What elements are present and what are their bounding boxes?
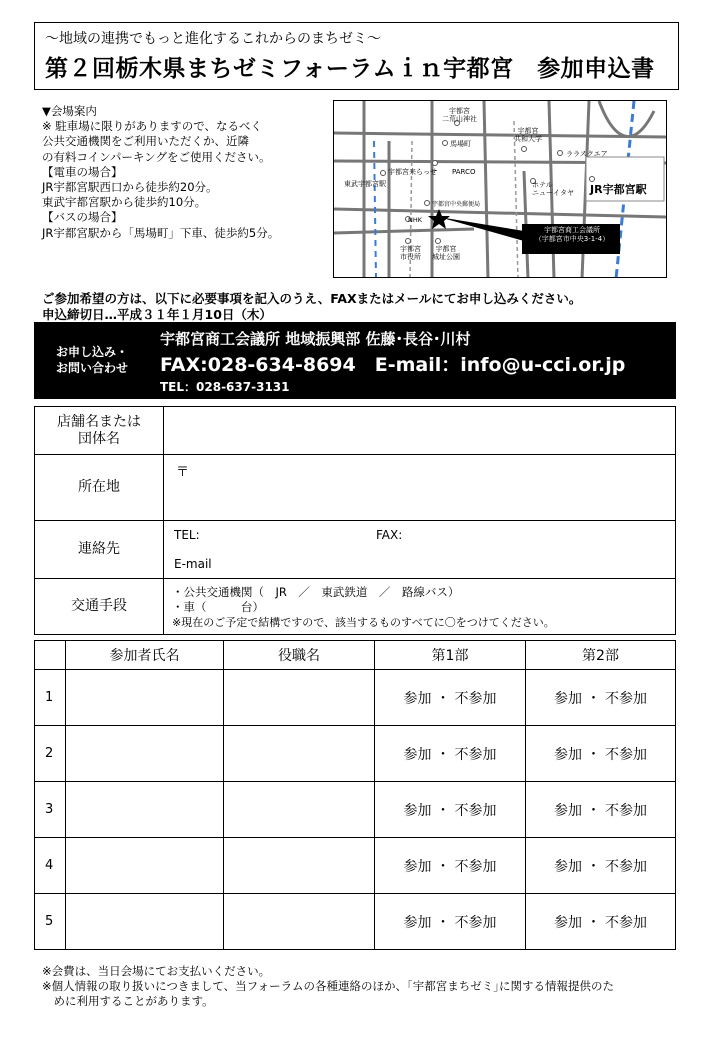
part1-attendance[interactable]: 参加 ・ 不参加	[375, 894, 526, 950]
map-label-babacho: 馬場町	[450, 140, 471, 148]
contact-fax-email: FAX:028-634-8694 E-mail：info@u-cci.or.jp	[160, 354, 626, 376]
table-row	[35, 670, 676, 726]
participant-name-field[interactable]	[66, 726, 224, 782]
email-label: E-mail	[174, 557, 212, 571]
store-label-line1: 店舗名または	[57, 413, 141, 430]
map-label-shrine: 宇都宮 二荒山神社	[442, 107, 477, 123]
participant-name-field[interactable]	[66, 894, 224, 950]
tel-label: TEL:	[174, 528, 200, 542]
map-label-raseu: 宇都宮来らっせ	[388, 168, 437, 176]
participant-name-field[interactable]	[66, 782, 224, 838]
position-field[interactable]	[224, 838, 375, 894]
table-row	[35, 782, 676, 838]
store-name-label	[35, 407, 164, 455]
part2-attendance[interactable]: 参加 ・ 不参加	[526, 782, 676, 838]
row-number: 1	[35, 670, 66, 726]
form-row-contact	[35, 521, 676, 579]
part2-attendance[interactable]: 参加 ・ 不参加	[526, 726, 676, 782]
map-label-cityhall: 宇都宮 市役所	[400, 245, 421, 261]
venue-info	[42, 104, 332, 241]
map-label-chamber: 宇都宮商工会議所 （宇都宮市中央3-1-4）	[534, 226, 610, 243]
postal-mark: 〒	[176, 465, 190, 480]
contact-label-line1: お申し込み・	[55, 345, 128, 359]
form-row-address	[35, 455, 676, 521]
header-number	[35, 641, 66, 670]
venue-info-line: JR宇都宮駅から「馬場町」下車、徒歩約5分。	[42, 225, 280, 240]
map-label-parco: PARCO	[452, 168, 476, 176]
map-label-hotel: ホテル ニューイタヤ	[532, 181, 574, 197]
part1-attendance[interactable]: 参加 ・ 不参加	[375, 670, 526, 726]
part1-attendance[interactable]: 参加 ・ 不参加	[375, 838, 526, 894]
map-label-tobu: 東武宇都宮駅	[344, 180, 386, 188]
contact-organization: 宇都宮商工会議所 地域振興部 佐藤･長谷･川村	[160, 330, 471, 348]
header-part2: 第2部	[526, 641, 676, 670]
map-label-park: 宇都宮 城址公園	[432, 245, 460, 261]
footnotes	[42, 964, 682, 1009]
form-row-store	[35, 407, 676, 455]
contact-info-label: 連絡先	[35, 521, 164, 579]
venue-info-line: 東武宇都宮駅から徒歩約10分。	[42, 195, 207, 210]
footnote-privacy-cont: めに利用することがあります。	[42, 994, 214, 1008]
address-field[interactable]	[164, 455, 676, 521]
position-field[interactable]	[224, 782, 375, 838]
header-position: 役職名	[224, 641, 375, 670]
row-number: 2	[35, 726, 66, 782]
map-label-nhk: NHK	[408, 216, 423, 224]
row-number: 5	[35, 894, 66, 950]
store-label-line2: 団体名	[78, 430, 120, 447]
venue-info-line: ※ 駐車場に限りがありますので、なるべく	[42, 119, 263, 134]
header-part1: 第1部	[375, 641, 526, 670]
header-participant-name: 参加者氏名	[66, 641, 224, 670]
part1-attendance[interactable]: 参加 ・ 不参加	[375, 726, 526, 782]
deadline-text: 申込締切日…平成３１年１月10日（木）	[42, 307, 272, 322]
footnote-privacy: ※個人情報の取り扱いにつきまして、当フォーラムの各種連絡のほか、｢宇都宮まちゼミ｣に関する情報提供のた	[42, 979, 614, 993]
row-number: 3	[35, 782, 66, 838]
venue-info-line: 【バスの場合】	[42, 210, 123, 225]
footnote-fee: ※会費は、当日会場にてお支払いください。	[42, 964, 271, 978]
map-label-jr: JR宇都宮駅	[590, 183, 647, 196]
venue-info-line: 公共交通機関をご利用いただくか、近隣	[42, 134, 249, 149]
map-label-laras: ララスクエア	[566, 150, 608, 158]
participant-header-row	[35, 641, 676, 670]
contact-banner	[34, 322, 676, 399]
notice-text: ご参加希望の方は、以下に必要事項を記入のうえ、FAXまたはメールにてお申し込みください。	[42, 291, 582, 306]
part1-attendance[interactable]: 参加 ・ 不参加	[375, 782, 526, 838]
venue-info-line: の有料コインパーキングをご使用ください。	[42, 149, 271, 164]
contact-info-field[interactable]	[164, 521, 676, 579]
venue-info-line: JR宇都宮駅西口から徒歩約20分。	[42, 180, 218, 195]
participant-name-field[interactable]	[66, 838, 224, 894]
transport-note: ※現在のご予定で結構ですので、該当するものすべてに〇をつけてください。	[172, 616, 555, 629]
fax-label: FAX:	[376, 528, 403, 542]
position-field[interactable]	[224, 894, 375, 950]
transport-option-public: ・公共交通機関（ JR ／ 東武鉄道 ／ 路線バス）	[172, 585, 460, 599]
participant-table	[34, 640, 676, 950]
table-row	[35, 726, 676, 782]
title-box	[34, 22, 679, 90]
row-number: 4	[35, 838, 66, 894]
position-field[interactable]	[224, 670, 375, 726]
subtitle: ～地域の連携でもっと進化するこれからのまちゼミ～	[45, 31, 381, 47]
contact-label-line2: お問い合わせ	[55, 361, 128, 375]
address-label: 所在地	[35, 455, 164, 521]
venue-info-line: 【電車の場合】	[42, 164, 123, 179]
table-row	[35, 838, 676, 894]
store-name-field[interactable]	[164, 407, 676, 455]
venue-map	[333, 100, 667, 278]
participant-name-field[interactable]	[66, 670, 224, 726]
venue-info-line: ▼会場案内	[42, 104, 97, 118]
applicant-form-table	[34, 406, 676, 635]
transport-label: 交通手段	[35, 579, 164, 635]
position-field[interactable]	[224, 726, 375, 782]
part2-attendance[interactable]: 参加 ・ 不参加	[526, 838, 676, 894]
part2-attendance[interactable]: 参加 ・ 不参加	[526, 894, 676, 950]
part2-attendance[interactable]: 参加 ・ 不参加	[526, 670, 676, 726]
contact-tel: TEL：028-637-3131	[160, 380, 290, 394]
table-row	[35, 894, 676, 950]
page-title: 第２回栃木県まちゼミフォーラムｉｎ宇都宮 参加申込書	[45, 56, 655, 82]
map-label-kyowa: 宇都宮 共和大学	[514, 127, 542, 143]
transport-field[interactable]	[164, 579, 676, 635]
transport-option-car: ・車（ 台）	[172, 600, 264, 614]
form-row-transport	[35, 579, 676, 635]
contact-label	[42, 344, 142, 376]
map-label-post: 宇都宮中央郵便局	[432, 201, 481, 208]
